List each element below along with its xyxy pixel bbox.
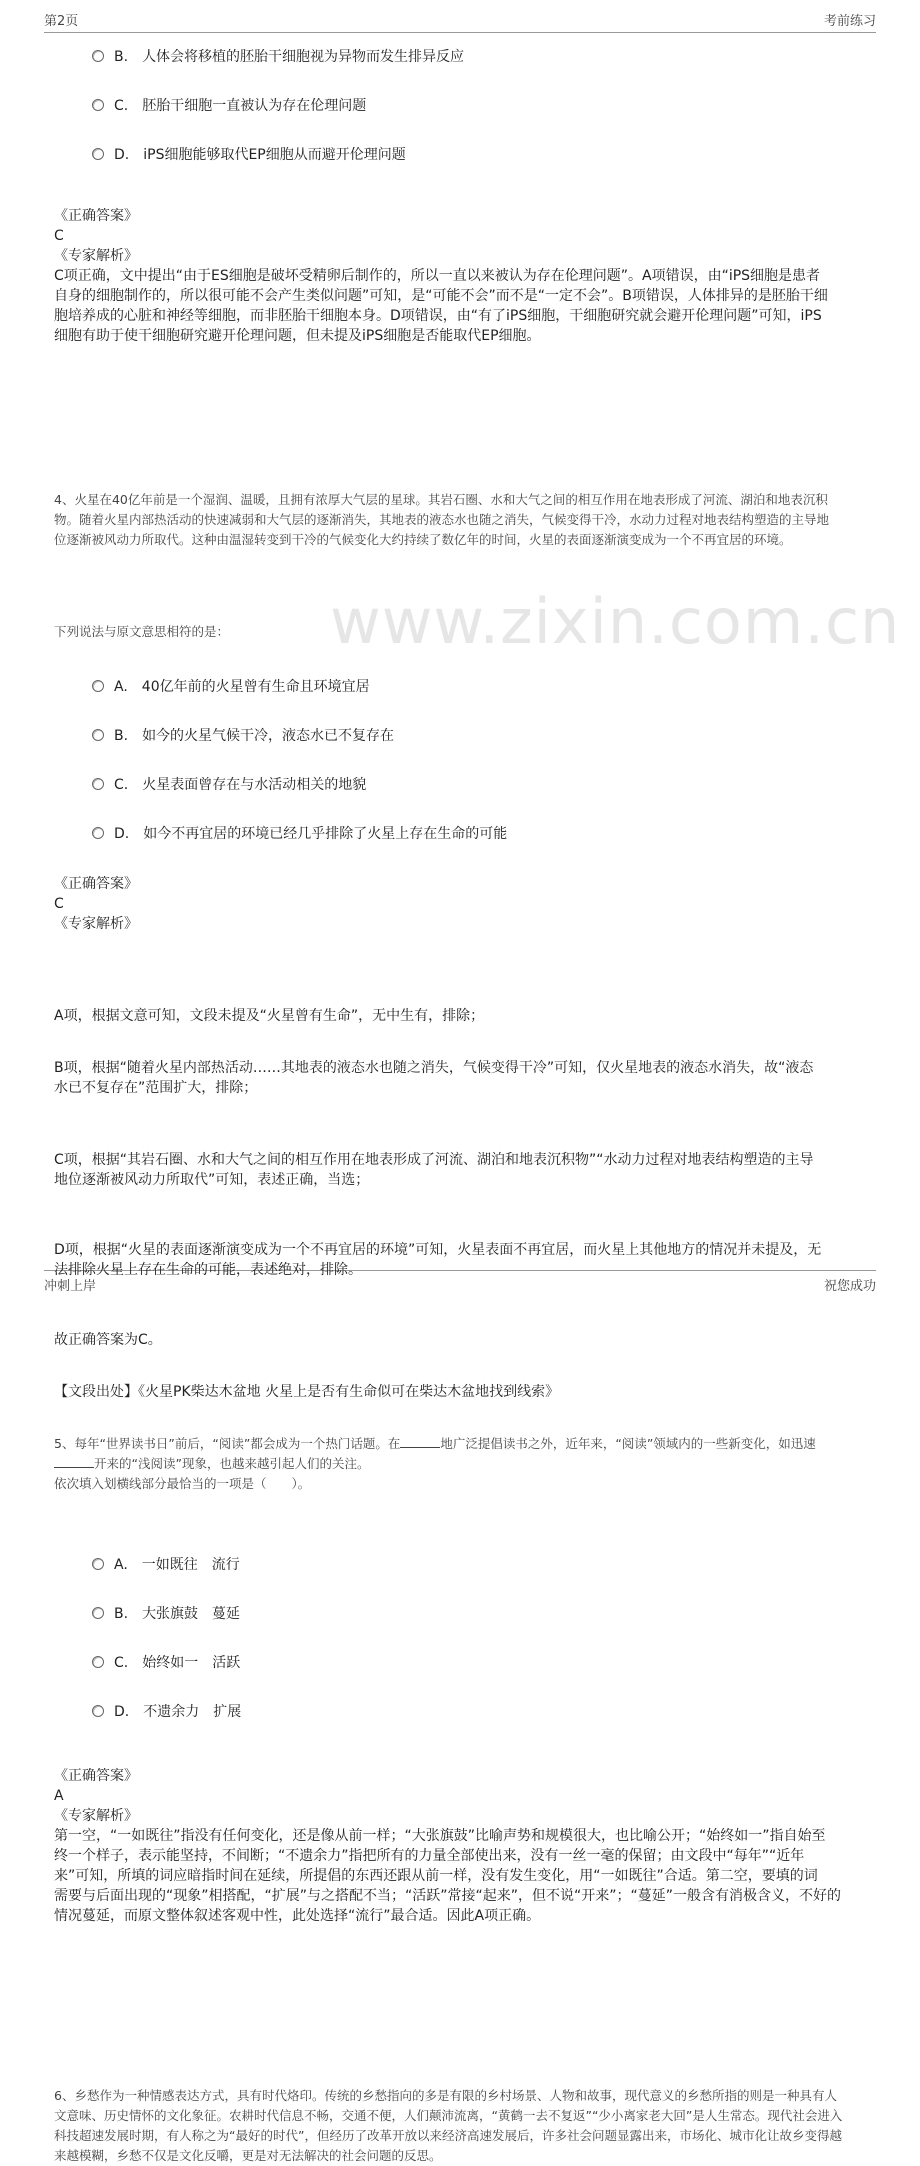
q4-analysis-a: A项，根据文意可知，文段未提及“火星曾有生命”，无中生有，排除； xyxy=(54,1008,485,1024)
analysis-line: 第一空，“一如既往”指没有任何变化，还是像从前一样；“大张旗鼓”比喻声势和规模很大，也比喻公开；“始终如一”指自始至 xyxy=(54,1828,826,1844)
q6-stem xyxy=(54,2086,920,2166)
q4-conclusion: 故正确答案为C。 xyxy=(54,1332,162,1348)
q4-analysis-d: D项，根据“火星的表面逐渐演变成为一个不再宜居的环境”可知，火星表面不再宜居，而火星上其他地方的情况并未提及，无 法排除火星上存在生命的可能，表述绝对，排除。 xyxy=(54,1242,822,1278)
answer-value: C xyxy=(54,228,64,244)
q5-answer-section xyxy=(54,1766,920,1926)
radio-icon[interactable] xyxy=(92,729,104,741)
stem-line: 科技超速发展时期，有人称之为“最好的时代”，但经历了改革开放以来经济高速发展后，许多社会问题显露出来，市场化、城市化让故乡变得越 xyxy=(54,2128,842,2143)
q4-analysis-b: B项，根据“随着火星内部热活动……其地表的液态水也随之消失，气候变得干冷”可知，仅火星地表的液态水消失，故“液态 水已不复存在”范围扩大，排除； xyxy=(54,1060,814,1096)
header-title: 考前练习 xyxy=(823,14,876,29)
analysis-line: 需要与后面出现的“现象”相搭配，“扩展”与之搭配不当；“活跃”常接“起来”，但不说“开来”；“蔓延”一般含有消极含义，不好的 xyxy=(54,1888,842,1904)
answer-value: A xyxy=(54,1788,64,1804)
analysis-label: 《专家解析》 xyxy=(54,248,138,264)
analysis-line: 胞培养成的心脏和神经等细胞，而非胚胎干细胞本身。D项错误，由“有了iPS细胞，干细胞研究就会避开伦理问题”可知，iPS xyxy=(54,308,822,324)
watermark: www.zixin.com.cn xyxy=(330,585,901,658)
q5-question: 依次填入划横线部分最恰当的一项是（ ）。 xyxy=(54,1476,311,1491)
analysis-label: 《专家解析》 xyxy=(54,1808,138,1824)
q4-source: 【文段出处】《火星PK柴达木盆地 火星上是否有生命似可在柴达木盆地找到线索》 xyxy=(54,1384,560,1400)
q4-option-c[interactable]: C. 火星表面曾存在与水活动相关的地貌 xyxy=(92,774,920,796)
q5-option-b[interactable]: B. 大张旗鼓 蔓延 xyxy=(92,1603,920,1625)
answer-value: C xyxy=(54,896,64,912)
q3-option-b[interactable]: B. 人体会将移植的胚胎干细胞视为异物而发生排异反应 xyxy=(92,46,920,68)
q4-answer-section xyxy=(54,874,920,934)
analysis-line: C项正确，文中提出“由于ES细胞是破坏受精卵后制作的，所以一直以来被认为存在伦理问题”。A项错误，由“iPS细胞是患者 xyxy=(54,268,821,284)
analysis-line: 自身的细胞制作的，所以很可能不会产生类似问题”可知，是“可能不会”而不是“一定不会”。B项错误，人体排异的是胚胎干细 xyxy=(54,288,828,304)
analysis-line: 细胞有助于使干细胞研究避开伦理问题，但未提及iPS细胞是否能取代EP细胞。 xyxy=(54,328,541,344)
page-header xyxy=(44,6,876,33)
analysis-line: 来”可知，所填的词应暗指时间在延续，所提倡的东西还跟从前一样，没有发生变化，用“一如既往”合适。第二空，要填的词 xyxy=(54,1868,818,1884)
q4-option-d[interactable]: D. 如今不再宜居的环境已经几乎排除了火星上存在生命的可能 xyxy=(92,823,920,845)
q4-option-b[interactable]: B. 如今的火星气候干冷，液态水已不复存在 xyxy=(92,725,920,747)
radio-icon[interactable] xyxy=(92,1607,104,1619)
q4-option-a[interactable]: A. 40亿年前的火星曾有生命且环境宜居 xyxy=(92,676,920,698)
fill-blank xyxy=(400,1435,440,1448)
answer-label: 《正确答案》 xyxy=(54,208,138,224)
answer-label: 《正确答案》 xyxy=(54,1768,138,1784)
analysis-line: 终一个样子，表示能坚持，不间断；“不遗余力”指把所有的力量全部使出来，没有一丝一毫的保留；由文段中“每年”“近年 xyxy=(54,1848,805,1864)
q5-option-a[interactable]: A. 一如既往 流行 xyxy=(92,1554,920,1576)
radio-icon[interactable] xyxy=(92,99,104,111)
analysis-line: 情况蔓延，而原文整体叙述客观中性，此处选择“流行”最合适。因此A项正确。 xyxy=(54,1908,541,1924)
page-number: 第2页 xyxy=(44,14,79,29)
footer-right: 祝您成功 xyxy=(823,1279,876,1294)
radio-icon[interactable] xyxy=(92,1656,104,1668)
stem-line: 文意味、历史情怀的文化象征。农耕时代信息不畅，交通不便，人们颠沛流离，“黄鹤一去不复返”“少小离家老大回”是人生常态。现代社会进入 xyxy=(54,2108,843,2123)
q3-option-c[interactable]: C. 胚胎干细胞一直被认为存在伦理问题 xyxy=(92,95,920,117)
radio-icon[interactable] xyxy=(92,827,104,839)
radio-icon[interactable] xyxy=(92,1705,104,1717)
q5-option-c[interactable]: C. 始终如一 活跃 xyxy=(92,1652,920,1674)
stem-line: 6、乡愁作为一种情感表达方式，具有时代烙印。传统的乡愁指向的多是有限的乡村场景、人物和故事，现代意义的乡愁所指的则是一种具有人 xyxy=(54,2088,837,2103)
stem-line: 4、火星在40亿年前是一个湿润、温暖，且拥有浓厚大气层的星球。其岩石圈、水和大气之间的相互作用在地表形成了河流、湖泊和地表沉积 xyxy=(54,492,828,507)
fill-blank xyxy=(54,1455,94,1468)
stem-line: 来越模糊，乡愁不仅是文化反嚼，更是对无法解决的社会问题的反思。 xyxy=(54,2148,442,2163)
radio-icon[interactable] xyxy=(92,1558,104,1570)
radio-icon[interactable] xyxy=(92,148,104,160)
stem-line: 位逐渐被风动力所取代。这种由温湿转变到干冷的气候变化大约持续了数亿年的时间，火星的表面逐渐演变成为一个不再宜居的环境。 xyxy=(54,532,792,547)
radio-icon[interactable] xyxy=(92,778,104,790)
stem-line: 物。随着火星内部热活动的快速减弱和大气层的逐渐消失，其地表的液态水也随之消失，气候变得干冷，水动力过程对地表结构塑造的主导地 xyxy=(54,512,830,527)
radio-icon[interactable] xyxy=(92,680,104,692)
footer-left: 冲刺上岸 xyxy=(44,1279,97,1294)
q5-option-d[interactable]: D. 不遗余力 扩展 xyxy=(92,1701,920,1723)
q5-stem: 5、每年“世界读书日”前后，“阅读”都会成为一个热门话题。在 地广泛提倡读书之外，近年来，“阅读”领域内的一些新变化，如迅速 开来的“浅阅读”现象，也越来越引起人们的关注。 依次填入划横线部分最恰当的一项是（ ）。 xyxy=(54,1434,920,1494)
q3-option-d[interactable]: D. iPS细胞能够取代EP细胞从而避开伦理问题 xyxy=(92,144,920,166)
q3-answer-section xyxy=(54,206,920,346)
q4-stem xyxy=(54,490,920,550)
radio-icon[interactable] xyxy=(92,50,104,62)
q4-question: 下列说法与原文意思相符的是： xyxy=(54,624,230,639)
analysis-label: 《专家解析》 xyxy=(54,916,138,932)
answer-label: 《正确答案》 xyxy=(54,876,138,892)
q4-analysis-c: C项，根据“其岩石圈、水和大气之间的相互作用在地表形成了河流、湖泊和地表沉积物”“水动力过程对地表结构塑造的主导 地位逐渐被风动力所取代”可知，表述正确，当选； xyxy=(54,1152,814,1188)
